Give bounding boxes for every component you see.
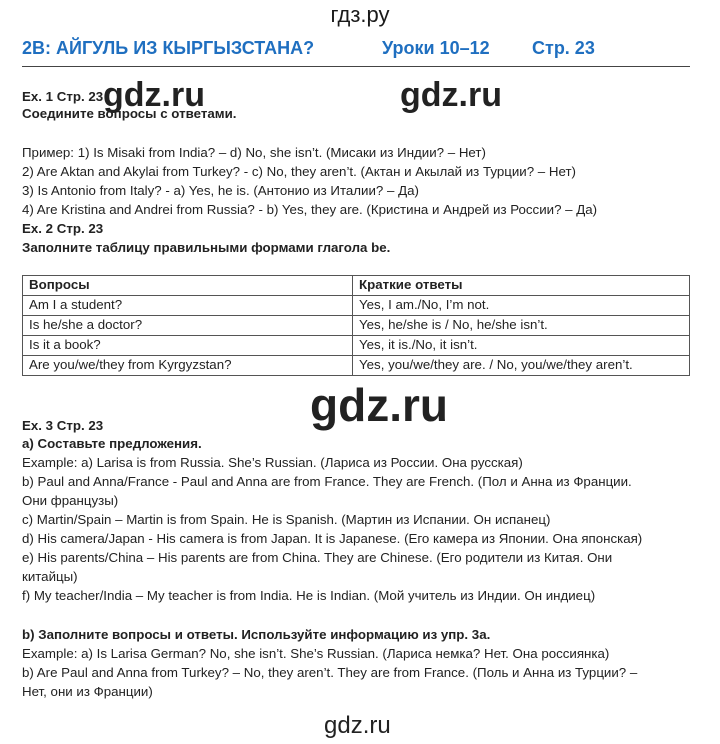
- ex3-line: d) His camera/Japan - His camera is from Japan. It is Japanese. (Его камера из Японии. Она японская): [22, 531, 643, 546]
- ex3-line: e) His parents/China – His parents are from China. They are Chinese. (Его родители из Китая. Они: [22, 550, 613, 565]
- watermark: gdz.ru: [310, 379, 448, 431]
- table-header-row: [23, 276, 690, 296]
- table-cell: Yes, he/she is / No, he/she isn’t.: [353, 316, 690, 336]
- ex3-line: f) My teacher/India – My teacher is from India. He is Indian. (Мой учитель из Индии. Он индиец): [22, 588, 596, 603]
- table-cell: Yes, you/we/they are. / No, you/we/they aren’t.: [353, 356, 690, 376]
- table-header: Краткие ответы: [353, 276, 690, 296]
- table-row: [23, 356, 690, 376]
- ex2-task: Заполните таблицу правильными формами глагола be.: [22, 240, 391, 255]
- ex3-line: Example: a) Is Larisa German? No, she isn’t. She’s Russian. (Лариса немка? Нет. Она россиянка): [22, 646, 610, 661]
- ex3-line: Они французы): [22, 493, 119, 508]
- watermark: gdz.ru: [103, 76, 205, 114]
- ex1-line: 3) Is Antonio from Italy? - a) Yes, he is. (Антонио из Италии? – Да): [22, 183, 419, 198]
- ex3-line: китайцы): [22, 569, 78, 584]
- ex2-heading: Ex. 2 Стр. 23: [22, 221, 104, 236]
- ex3-line: Нет, они из Франции): [22, 684, 153, 699]
- table-cell: Are you/we/they from Kyrgyzstan?: [23, 356, 353, 376]
- be-forms-table: [22, 275, 690, 376]
- table-cell: Am I a student?: [23, 296, 353, 316]
- ex1-task: Соедините вопросы с ответами.: [22, 106, 237, 121]
- table-cell: Is he/she a doctor?: [23, 316, 353, 336]
- ex1-line: 2) Are Aktan and Akylai from Turkey? - c) No, they aren’t. (Актан и Акылай из Турции? – Нет): [22, 164, 576, 179]
- ex3-heading: Ex. 3 Стр. 23: [22, 418, 104, 433]
- unit-title: 2В: АЙГУЛЬ ИЗ КЫРГЫЗСТАНА?: [22, 38, 315, 58]
- table-row: [23, 296, 690, 316]
- ex1-heading: Ex. 1 Стр. 23: [22, 89, 104, 104]
- table-row: [23, 316, 690, 336]
- ex3-task-b: b) Заполните вопросы и ответы. Используйте информацию из упр. 3а.: [22, 627, 491, 642]
- table-cell: Yes, it is./No, it isn’t.: [353, 336, 690, 356]
- page-header: [22, 38, 690, 67]
- lessons-label: Уроки 10–12: [382, 38, 490, 58]
- ex1-line: Пример: 1) Is Misaki from India? – d) No, she isn’t. (Мисаки из Индии? – Нет): [22, 145, 486, 160]
- page-label: Стр. 23: [532, 38, 595, 58]
- ex3-task-a: а) Составьте предложения.: [22, 436, 202, 451]
- watermark: gdz.ru: [324, 712, 391, 739]
- ex3-line: c) Martin/Spain – Martin is from Spain. He is Spanish. (Мартин из Испании. Он испанец): [22, 512, 551, 527]
- table-cell: Is it a book?: [23, 336, 353, 356]
- ex3-line: b) Paul and Anna/France - Paul and Anna are from France. They are French. (Пол и Анна из Франции.: [22, 474, 632, 489]
- ex1-line: 4) Are Kristina and Andrei from Russia? - b) Yes, they are. (Кристина и Андрей из России? – Да): [22, 202, 598, 217]
- table-row: [23, 336, 690, 356]
- table-cell: Yes, I am./No, I’m not.: [353, 296, 690, 316]
- table-header: Вопросы: [23, 276, 353, 296]
- site-logo: гдз.ру: [330, 2, 390, 27]
- ex3-line: b) Are Paul and Anna from Turkey? – No, they aren’t. They are from France. (Поль и Анна из Турции? –: [22, 665, 638, 680]
- ex3-line: Example: a) Larisa is from Russia. She’s Russian. (Лариса из России. Она русская): [22, 455, 523, 470]
- watermark: gdz.ru: [400, 76, 502, 114]
